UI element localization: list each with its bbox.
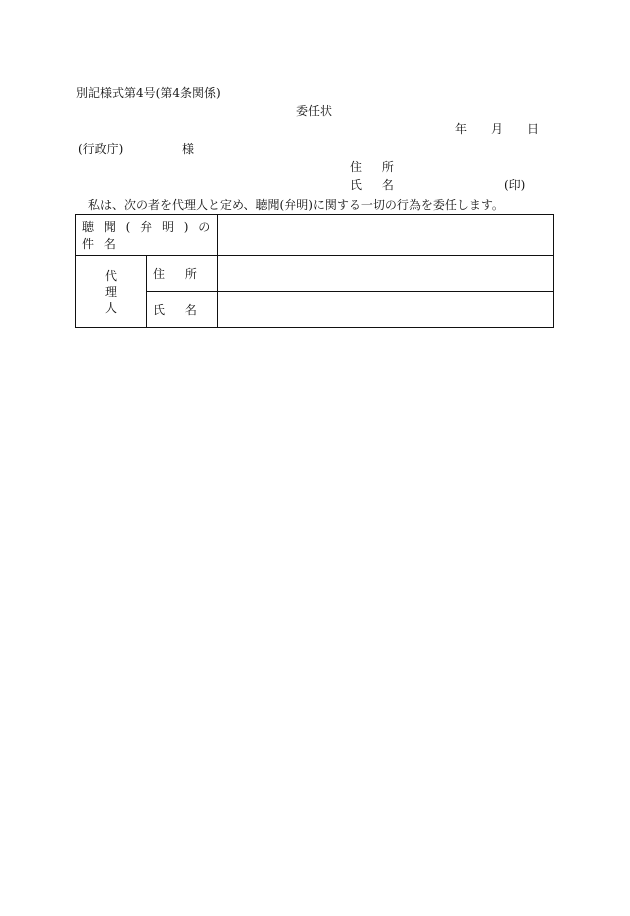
agent-label-char: 理 bbox=[104, 284, 117, 299]
agent-label-char: 人 bbox=[104, 300, 117, 315]
date-year-label: 年 bbox=[455, 122, 468, 136]
agent-name-label: 氏 名 bbox=[147, 292, 218, 328]
addressee-line bbox=[78, 142, 194, 156]
table-row-subject bbox=[76, 215, 554, 256]
subject-label: 聴 聞 ( 弁 明 ) の 件 名 bbox=[76, 215, 218, 256]
table-row-agent-address bbox=[76, 256, 554, 292]
subject-value-field[interactable] bbox=[218, 215, 554, 256]
agent-label-char: 代 bbox=[104, 268, 117, 283]
agent-label bbox=[76, 256, 147, 328]
date-month-label: 月 bbox=[491, 122, 504, 136]
agent-address-label: 住 所 bbox=[147, 256, 218, 292]
principal-address-label: 住 所 bbox=[350, 160, 402, 174]
delegation-statement: 私は、次の者を代理人と定め、聴聞(弁明)に関する一切の行為を委任します。 bbox=[88, 198, 504, 212]
agent-name-field[interactable] bbox=[218, 292, 554, 328]
delegation-table bbox=[75, 214, 554, 328]
date-line bbox=[455, 122, 539, 136]
addressee-org: (行政庁) bbox=[78, 142, 124, 156]
seal-mark: (印) bbox=[504, 178, 526, 192]
table-row-agent-name bbox=[76, 292, 554, 328]
agent-address-field[interactable] bbox=[218, 256, 554, 292]
form-number: 別記様式第4号(第4条関係) bbox=[76, 86, 221, 100]
document-title: 委任状 bbox=[296, 104, 333, 118]
date-day-label: 日 bbox=[527, 122, 540, 136]
principal-name-label: 氏 名 bbox=[350, 178, 402, 192]
addressee-honorific: 様 bbox=[182, 142, 195, 156]
